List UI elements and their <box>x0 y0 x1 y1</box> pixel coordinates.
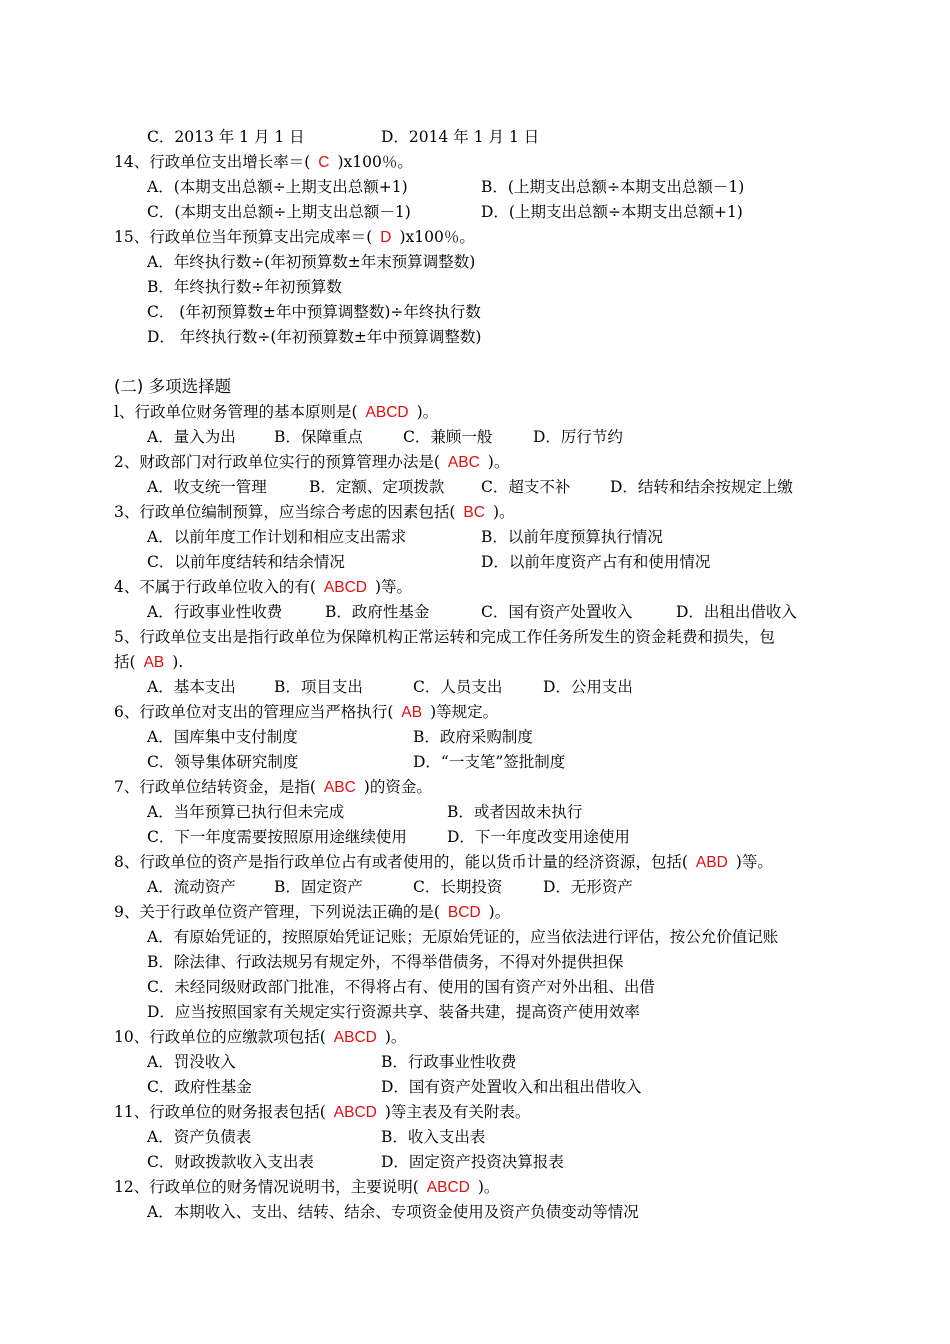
option-row <box>147 877 847 897</box>
option-a: A．资产负债表 <box>147 1128 252 1146</box>
option-row <box>147 477 847 497</box>
option-c: C．兼顾一般 <box>403 428 493 446</box>
option-row <box>147 527 847 547</box>
option-b: B．行政事业性收费 <box>381 1053 517 1071</box>
answer: ABC <box>447 454 480 471</box>
option-c: C．领导集体研究制度 <box>147 753 299 771</box>
option-b: B．定额、定项拨款 <box>309 478 445 496</box>
option-a: A．有原始凭证的，按照原始凭证记账；无原始凭证的，应当依法进行评估，按公允价值记账 <box>147 928 779 946</box>
answer: ABD <box>695 854 728 871</box>
answer: AB <box>401 704 423 721</box>
option-a: A．本期收入、支出、结转、结余、专项资金使用及资产负债变动等情况 <box>147 1203 639 1221</box>
option-d: D．结转和结余按规定上缴 <box>610 478 793 496</box>
option-a: A．基本支出 <box>147 678 236 696</box>
option-row <box>147 127 847 147</box>
option-c: C．(本期支出总额÷上期支出总额－1) <box>147 203 411 221</box>
option-c: C．政府性基金 <box>147 1078 252 1096</box>
answer: ABC <box>323 779 356 796</box>
option-a: A．流动资产 <box>147 878 236 896</box>
option-d: D．(上期支出总额÷本期支出总额+1) <box>481 203 743 221</box>
answer: BC <box>463 504 485 521</box>
option-row <box>147 752 847 772</box>
option-a: A．当年预算已执行但未完成 <box>147 803 345 821</box>
question-m10: 10、行政单位的应缴款项包括( ABCD )。 <box>114 1028 407 1046</box>
option-c: C．财政拨款收入支出表 <box>147 1153 314 1171</box>
option-row <box>147 602 847 622</box>
option-row <box>147 727 847 747</box>
answer: ABCD <box>365 404 409 421</box>
answer: C <box>318 154 330 171</box>
answer: D <box>380 229 392 246</box>
option-row <box>147 677 847 697</box>
option-row <box>147 802 847 822</box>
option-c: C．长期投资 <box>413 878 503 896</box>
answer: BCD <box>447 904 481 921</box>
option-a: A．收支统一管理 <box>147 478 267 496</box>
question-m7: 7、行政单位结转资金，是指( ABC )的资金。 <box>114 778 432 796</box>
question-m3: 3、行政单位编制预算，应当综合考虑的因素包括( BC )。 <box>114 503 515 521</box>
option-d: D．2014 年 1 月 1 日 <box>381 128 540 146</box>
answer: ABCD <box>426 1179 470 1196</box>
option-d: D．以前年度资产占有和使用情况 <box>481 553 711 571</box>
option-b: B．政府性基金 <box>325 603 430 621</box>
option-c: C．国有资产处置收入 <box>481 603 633 621</box>
option-b: B．政府采购制度 <box>413 728 533 746</box>
question-m5: 5、行政单位支出是指行政单位为保障机构正常运转和完成工作任务所发生的资金耗费和损失，包 <box>114 628 775 646</box>
answer: ABCD <box>333 1029 377 1046</box>
option-c: C．人员支出 <box>413 678 503 696</box>
option-d: D． 年终执行数÷(年初预算数±年中预算调整数) <box>147 328 482 346</box>
option-d: D．固定资产投资决算报表 <box>381 1153 564 1171</box>
option-c: C．下一年度需要按照原用途继续使用 <box>147 828 407 846</box>
question-m5-cont: 括( AB ). <box>114 653 184 671</box>
answer: AB <box>143 654 165 671</box>
option-c: C．未经同级财政部门批准，不得将占有、使用的国有资产对外出租、出借 <box>147 978 655 996</box>
option-row <box>147 427 847 447</box>
option-b: B．除法律、行政法规另有规定外，不得举借债务，不得对外提供担保 <box>147 953 624 971</box>
question-m8: 8、行政单位的资产是指行政单位占有或者使用的，能以货币计量的经济资源，包括( ABD )等。 <box>114 853 773 871</box>
option-row <box>147 1127 847 1147</box>
option-b: B．以前年度预算执行情况 <box>481 528 663 546</box>
question-m6: 6、行政单位对支出的管理应当严格执行( AB )等规定。 <box>114 703 499 721</box>
option-a: A．国库集中支付制度 <box>147 728 298 746</box>
option-row <box>147 1077 847 1097</box>
option-row <box>147 827 847 847</box>
question-m11: 11、行政单位的财务报表包括( ABCD )等主表及有关附表。 <box>114 1103 531 1121</box>
option-c: C．以前年度结转和结余情况 <box>147 553 345 571</box>
option-d: D．公用支出 <box>543 678 633 696</box>
option-c: C．2013 年 1 月 1 日 <box>147 128 305 146</box>
option-d: D．厉行节约 <box>533 428 623 446</box>
option-row <box>147 1052 847 1072</box>
option-row <box>147 177 847 197</box>
option-b: B．年终执行数÷年初预算数 <box>147 278 342 296</box>
question-14: 14、行政单位支出增长率＝( C )x100％。 <box>114 153 413 171</box>
option-a: A．罚没收入 <box>147 1053 236 1071</box>
option-b: B．收入支出表 <box>381 1128 486 1146</box>
option-d: D．下一年度改变用途使用 <box>447 828 630 846</box>
option-c: C．超支不补 <box>481 478 571 496</box>
option-b: B．保障重点 <box>274 428 363 446</box>
answer: ABCD <box>333 1104 377 1121</box>
option-row <box>147 1152 847 1172</box>
question-m4: 4、不属于行政单位收入的有( ABCD )等。 <box>114 578 413 596</box>
option-a: A．(本期支出总额÷上期支出总额+1) <box>147 178 408 196</box>
question-m2: 2、财政部门对行政单位实行的预算管理办法是( ABC )。 <box>114 453 510 471</box>
option-row <box>147 202 847 222</box>
option-b: B．项目支出 <box>274 678 363 696</box>
option-a: A．量入为出 <box>147 428 236 446</box>
question-m12: 12、行政单位的财务情况说明书，主要说明( ABCD )。 <box>114 1178 500 1196</box>
option-b: B．(上期支出总额÷本期支出总额－1) <box>481 178 745 196</box>
option-c: C． (年初预算数±年中预算调整数)÷年终执行数 <box>147 303 481 321</box>
option-a: A．行政事业性收费 <box>147 603 283 621</box>
option-b: B．固定资产 <box>274 878 363 896</box>
option-d: D．“一支笔”签批制度 <box>413 753 566 771</box>
option-d: D．无形资产 <box>543 878 633 896</box>
option-d: D．出租出借收入 <box>676 603 797 621</box>
option-d: D．应当按照国家有关规定实行资源共享、装备共建，提高资产使用效率 <box>147 1003 640 1021</box>
option-a: A．以前年度工作计划和相应支出需求 <box>147 528 407 546</box>
answer: ABCD <box>323 579 367 596</box>
question-m1: l、行政单位财务管理的基本原则是( ABCD )。 <box>114 403 439 421</box>
question-m9: 9、关于行政单位资产管理，下列说法正确的是( BCD )。 <box>114 903 511 921</box>
option-d: D．国有资产处置收入和出租出借收入 <box>381 1078 642 1096</box>
section-title: (二) 多项选择题 <box>114 377 232 396</box>
question-15: 15、行政单位当年预算支出完成率＝( D )x100％。 <box>114 228 475 246</box>
option-a: A．年终执行数÷(年初预算数±年末预算调整数) <box>147 253 476 271</box>
option-b: B．或者因故未执行 <box>447 803 583 821</box>
option-row <box>147 552 847 572</box>
